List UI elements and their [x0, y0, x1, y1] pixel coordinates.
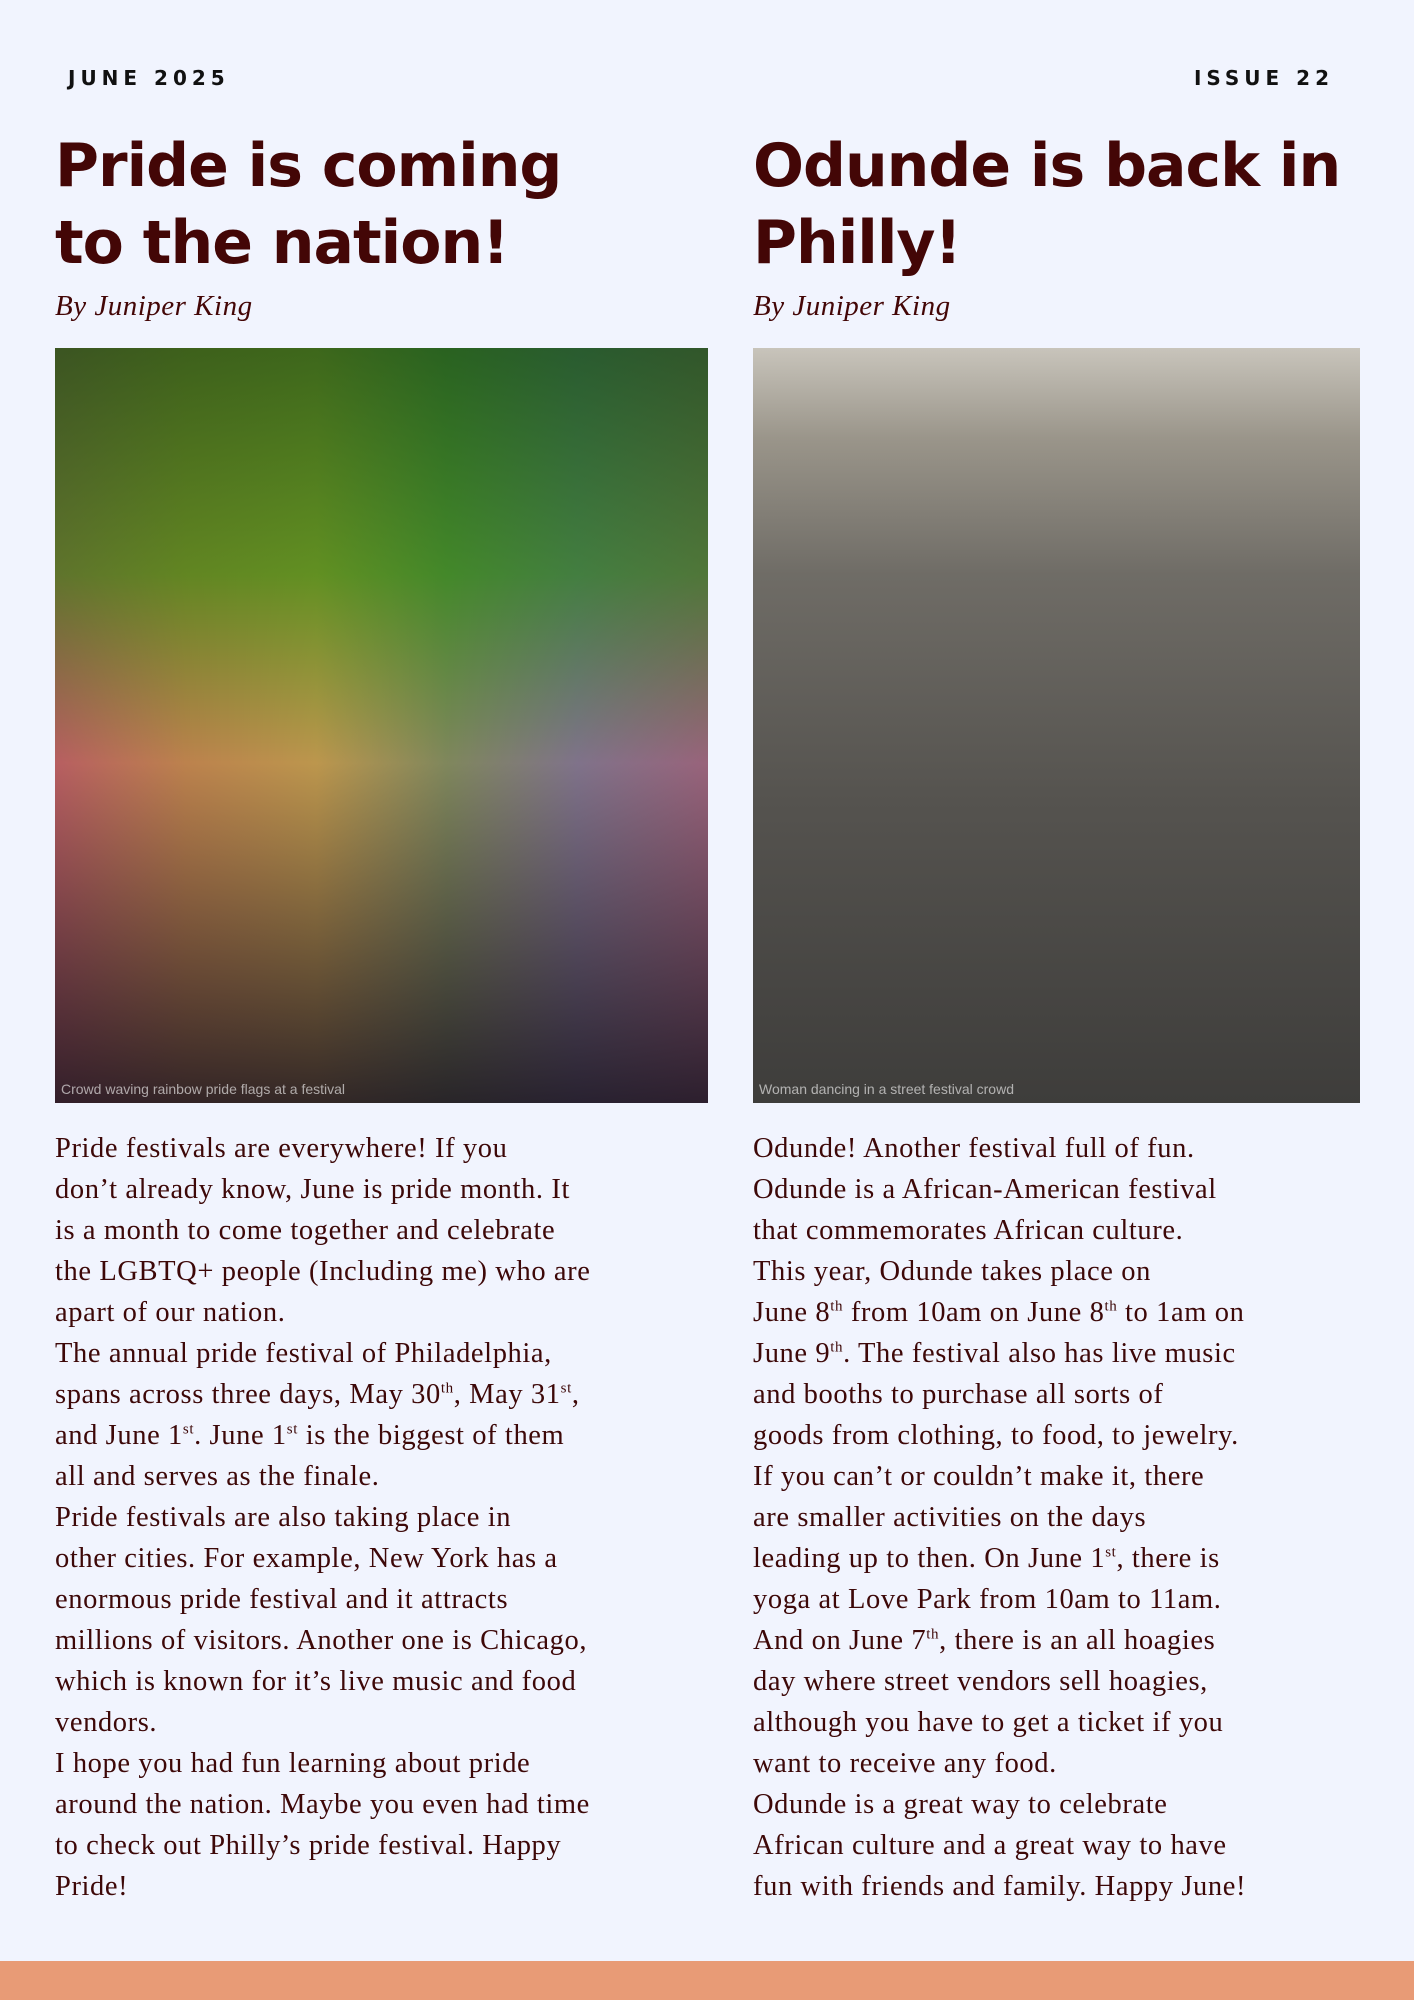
article-photo — [55, 348, 708, 1103]
paragraph-text: , there is an all hoagies day where street vendors sell hoagies, although you have to get a ticket if you want to receive any food. — [753, 1625, 1224, 1779]
article-body — [753, 1128, 1373, 1907]
article-paragraph — [753, 1784, 1373, 1907]
ordinal-suffix: st — [1105, 1544, 1117, 1561]
paragraph-text: from 10am on June 8 — [843, 1297, 1105, 1328]
paragraph-text: This year, Odunde takes place on June 8 — [753, 1256, 1151, 1328]
article-paragraph — [55, 1128, 715, 1333]
paragraph-text: Pride festivals are also taking place in other cities. For example, New York has a enormous pride festival and it attracts millions of visitors. Another one is Chicago, which is known for it’s live music and food vendors. — [55, 1502, 588, 1738]
article-body — [55, 1128, 715, 1907]
article-paragraph — [55, 1497, 715, 1743]
ordinal-suffix: th — [830, 1339, 844, 1356]
paragraph-text: , there is yoga at Love Park from 10am to 11am. And on June 7 — [753, 1543, 1222, 1656]
ordinal-suffix: st — [182, 1421, 195, 1438]
ordinal-suffix: st — [560, 1380, 572, 1397]
ordinal-suffix: th — [830, 1298, 844, 1315]
article-odunde — [753, 128, 1373, 1907]
article-title: Pride is coming to the nation! — [55, 131, 562, 278]
paragraph-text: The annual pride festival of Philadelphia, spans across three days, May 30 — [55, 1338, 552, 1410]
photo-caption: Woman dancing in a street festival crowd — [759, 1081, 1014, 1097]
article-paragraph — [753, 1251, 1373, 1456]
ordinal-suffix: th — [926, 1626, 940, 1643]
paragraph-text: Odunde is a great way to celebrate African culture and a great way to have fun with friends and family. Happy June! — [753, 1789, 1247, 1902]
article-paragraph — [55, 1333, 715, 1497]
article-paragraph — [753, 1456, 1373, 1784]
article-pride — [55, 128, 715, 1907]
article-title: Odunde is back in Philly! — [753, 131, 1341, 278]
article-byline: By Juniper King — [55, 290, 253, 322]
paragraph-text: to 1am on June 9 — [753, 1297, 1245, 1369]
footer-bar — [0, 1961, 1414, 2000]
ordinal-suffix: th — [440, 1380, 454, 1397]
photo-caption: Crowd waving rainbow pride flags at a festival — [61, 1081, 346, 1097]
paragraph-text: is the biggest of them all and serves as the finale. — [55, 1420, 565, 1492]
ordinal-suffix: st — [286, 1421, 298, 1438]
issue-date: JUNE 2025 — [68, 66, 230, 90]
paragraph-text: I hope you had fun learning about pride around the nation. Maybe you even had time to check out Philly’s pride festival. Happy Pride! — [55, 1748, 590, 1902]
issue-number: ISSUE 22 — [1193, 66, 1334, 90]
ordinal-suffix: th — [1104, 1298, 1118, 1315]
article-paragraph — [55, 1743, 715, 1907]
article-photo — [753, 348, 1360, 1103]
paragraph-text: . June 1 — [194, 1420, 287, 1451]
paragraph-text: , May 31 — [453, 1379, 561, 1410]
paragraph-text: If you can’t or couldn’t make it, there are smaller activities on the days leading up to then. On June 1 — [753, 1461, 1205, 1574]
paragraph-text: Odunde! Another festival full of fun. Odunde is a African-American festival that commemorates African culture. — [753, 1133, 1217, 1246]
paragraph-text: , and June 1 — [55, 1379, 580, 1451]
article-byline: By Juniper King — [753, 290, 951, 322]
paragraph-text: . The festival also has live music and booths to purchase all sorts of goods from clothing, to food, to jewelry. — [753, 1338, 1239, 1451]
article-paragraph — [753, 1128, 1373, 1251]
paragraph-text: Pride festivals are everywhere! If you don’t already know, June is pride month. It is a month to come together and celebrate the LGBTQ+ people (Including me) who are apart of our nation. — [55, 1133, 591, 1328]
